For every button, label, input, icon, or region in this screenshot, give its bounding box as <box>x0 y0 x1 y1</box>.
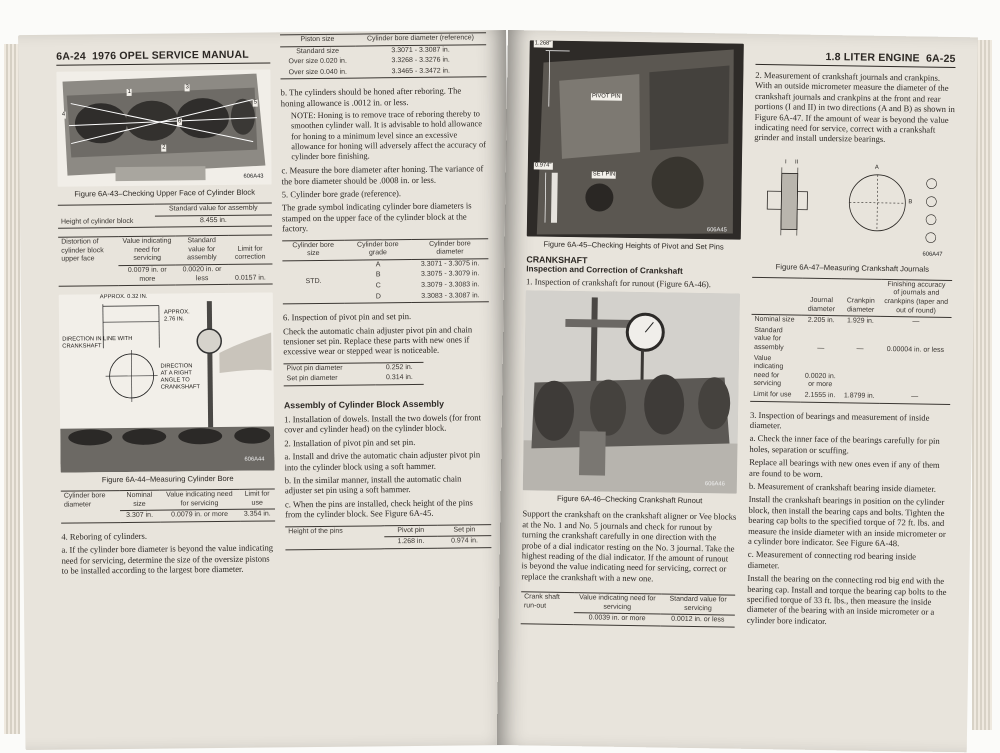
runout-header-service: Value indicating need for servicing <box>573 593 661 615</box>
crank-step-1-body: Support the crankshaft on the crankshaft aligner or Vee blocks at the No. 1 and No. 5 journals and check for runout by turning the crankshaft carefully in one direction with the probe of a dial indicator resting on the No. 3 journal. Take the highest reading of the dial indicator. If the amount of runout is beyond the value indicating need for servicing, correct or replace the crankshaft with a new one. <box>521 508 737 584</box>
pin-height-set: 0.974 in. <box>451 537 478 545</box>
journal-header-blank <box>752 277 803 315</box>
grade-size: STD. <box>305 277 322 285</box>
bore-diameter: 3.3465 - 3.3472 in. <box>391 67 451 75</box>
grade-letter: D <box>375 292 381 300</box>
crankshaft-dial-indicator-illustration <box>523 291 740 494</box>
distortion-value-standard: 0.0020 in. or less <box>182 265 222 282</box>
right-column-2 <box>747 34 956 631</box>
grade-diameter: 3.3079 - 3.3083 in. <box>421 281 480 289</box>
crankpin-value <box>840 355 880 392</box>
piston-size: Standard size <box>296 47 340 55</box>
journal-header-diameter: Journal diameter <box>802 278 841 316</box>
table-row <box>284 373 424 386</box>
figure-code: 606A47 <box>922 251 943 258</box>
journal-value: — <box>817 344 825 353</box>
label-set-pin: SET PIN <box>592 171 616 178</box>
crank-step-3b-body: Install the crankshaft bearings in position on the cylinder block, then install the bearing caps and bolts. Tighten the bearing cap bolts to the specified torque of 72 ft. lbs. and measure the inside diameter with an inside micrometer or a cylinder bore indicator. See Figure 6A-48. <box>747 494 946 549</box>
step-b: b. The cylinders should be honed after reboring. The honing allowance is .0012 in. or less. <box>280 85 462 109</box>
grade-letter: C <box>375 282 381 290</box>
left-column-2 <box>280 32 491 558</box>
assembly-step-2: 2. Installation of pivot pin and set pin. <box>284 436 416 449</box>
crank-step-3a: a. Check the inner face of the bearings carefully for pin holes, separation or scuffing. <box>749 433 940 456</box>
left-page <box>18 30 513 750</box>
bore-value-nominal: 3.307 in. <box>126 512 154 520</box>
bore-header-nominal: Nominal size <box>119 490 159 511</box>
accuracy-value: — <box>911 393 919 401</box>
bore-grade-table <box>282 238 489 305</box>
row-label: Nominal size <box>754 316 795 324</box>
piston-header-size: Piston size <box>280 34 355 46</box>
crankpin-value: 1.8799 in. <box>843 392 875 400</box>
step-4: 4. Reboring of cylinders. <box>61 530 148 542</box>
pin-height-header-pivot: Pivot pin <box>384 525 438 537</box>
pin-value: 0.252 in. <box>385 363 413 372</box>
crankpin-value: — <box>856 345 864 353</box>
crankshaft-runout-table <box>521 592 735 628</box>
callout-4: 4 <box>61 111 66 118</box>
accuracy-value <box>879 355 951 392</box>
journal-value: 2.1555 in. <box>804 391 836 400</box>
distortion-table <box>58 235 273 287</box>
label-0974: 0.974" <box>534 162 552 169</box>
journal-value: 0.0020 in. or more <box>804 372 836 389</box>
figure-6a-45-photo <box>527 40 744 239</box>
cylinder-block-top-illustration <box>56 69 271 186</box>
crankpin-header-diameter: Crankpin diameter <box>841 279 881 317</box>
right-page-header <box>755 34 955 68</box>
journal-value: 2.205 in. <box>807 316 835 325</box>
pin-height-header-set: Set pin <box>438 524 492 536</box>
page-number: 6A-25 <box>925 52 956 66</box>
distortion-header-service: Value indicating need for servicing <box>118 236 175 265</box>
crank-step-2: 2. Measurement of crankshaft journals and crankpins. With an outside micrometer measure the diameter of the crankshaft journals and crankpins at the front and rear portions (I and II) in two directions (A and B) as shown in Figure 6A-47. If the amount of wear is beyond the value indicating need for service, correct with a crankshaft grinder and install undersize bearings. <box>754 69 955 145</box>
piston-size: Over size 0.020 in. <box>288 57 347 66</box>
engine-block-pins-illustration <box>527 40 744 239</box>
bore-value-service: 0.0079 in. or more <box>171 511 229 519</box>
bore-label: Cylinder bore diameter <box>63 492 106 509</box>
label-ii: II <box>794 159 799 166</box>
step-5-body: The grade symbol indicating cylinder bore diameters is stamped on the upper face of the cylinder block at the factory. <box>281 200 472 234</box>
figure-6a-47-diagram <box>752 147 954 262</box>
bore-header-service: Value indicating need for servicing <box>159 489 239 510</box>
bore-header-limit: Limit for use <box>239 489 275 510</box>
assembly-heading: Assembly of Cylinder Block Assembly <box>283 398 444 411</box>
pin-label: Pivot pin diameter <box>286 364 343 373</box>
callout-2: 2 <box>162 144 166 151</box>
step-6-body: Check the automatic chain adjuster pivot pin and chain tensioner set pin. Replace these parts with new ones if excessive wear or stepped wear is noticeable. <box>283 323 473 357</box>
step-5: 5. Cylinder bore grade (reference). <box>281 188 402 200</box>
grade-header-diameter: Cylinder bore diameter <box>411 238 488 259</box>
height-std-value: 8.455 in. <box>199 216 227 224</box>
cylinder-block-height-table <box>58 202 272 228</box>
piston-size: Over size 0.040 in. <box>288 68 348 77</box>
cylinder-bore-table <box>61 489 275 524</box>
bore-diameter: 3.3268 - 3.3276 in. <box>391 56 450 65</box>
height-label: Height of cylinder block <box>60 217 134 226</box>
runout-value-standard: 0.0012 in. or less <box>671 616 725 624</box>
left-page-header <box>56 32 270 65</box>
figure-6a-43-photo <box>56 69 271 186</box>
crank-step-3: 3. Inspection of bearings and measurement of inside diameter. <box>749 409 930 431</box>
row-label: Limit for use <box>753 390 792 399</box>
label-b: B <box>908 199 913 206</box>
figure-code: 606A45 <box>706 227 727 234</box>
row-label: Standard value for assembly <box>753 326 784 352</box>
grade-letter: B <box>375 271 381 279</box>
bore-value-limit: 3.354 in. <box>243 510 271 519</box>
table-row <box>280 66 486 79</box>
figure-6a-47-caption: Figure 6A-47–Measuring Crankshaft Journals <box>775 262 929 274</box>
runout-value-service: 0.0039 in. or more <box>588 614 646 623</box>
crankshaft-heading: CRANKSHAFT <box>526 254 588 266</box>
left-page-edges <box>4 44 20 734</box>
right-column-1 <box>521 30 744 635</box>
label-direction-line: DIRECTION IN LINE WITH CRANKSHAFT <box>62 336 133 350</box>
bore-diameter: 3.3071 - 3.3087 in. <box>391 46 450 54</box>
pin-height-table <box>285 524 491 550</box>
pin-diameter-table <box>283 362 423 387</box>
pin-height-pivot: 1.268 in. <box>397 538 425 546</box>
right-page <box>497 30 978 752</box>
assembly-step-2a: a. Install and drive the automatic chain adjuster pivot pin into the cylinder block using a soft hammer. <box>284 449 481 472</box>
pin-label: Set pin diameter <box>286 375 338 383</box>
distortion-header-limit: Limit for correction <box>228 235 273 264</box>
table-row <box>750 353 951 393</box>
finishing-accuracy-header: Finishing accuracy of journals and crankpins (taper and out of round) <box>880 279 952 317</box>
pin-value: 0.314 in. <box>385 374 413 382</box>
figure-code: 606A43 <box>243 173 264 180</box>
row-label: Value indicating need for servicing <box>753 354 784 388</box>
grade-diameter: 3.3083 - 3.3087 in. <box>421 291 480 300</box>
accuracy-value: 0.00004 in. or less <box>886 345 945 354</box>
grade-header-size: Cylinder bore size <box>282 240 344 261</box>
piston-header-bore: Cylinder bore diameter (reference) <box>355 33 486 46</box>
piston-size-table <box>280 32 486 80</box>
callout-5: 5 <box>253 99 258 106</box>
crank-step-1: 1. Inspection of crankshaft for runout (Figure 6A-46). <box>525 276 712 290</box>
grade-diameter: 3.3075 - 3.3079 in. <box>420 270 480 279</box>
step-4a: a. If the cylinder bore diameter is beyond the value indicating need for servicing, determine the size of the oversize pistons to be installed according to the largest bore diameter. <box>61 542 274 576</box>
crankshaft-subheading: Inspection and Correction of Crankshaft <box>526 264 683 276</box>
label-1268: 1.268" <box>534 40 552 47</box>
grade-letter: A <box>375 261 381 269</box>
assembly-step-2c: c. When the pins are installed, check height of the pins from the cylinder block. See Figure 6A-45. <box>284 497 473 520</box>
accuracy-value: — <box>912 318 920 326</box>
grade-diameter: 3.3071 - 3.3075 in. <box>420 260 480 268</box>
callout-3: 3 <box>185 84 189 91</box>
crankpin-value: 1.929 in. <box>846 317 874 326</box>
label-pivot-pin: PIVOT PIN <box>591 93 621 100</box>
figure-code: 606A46 <box>704 481 725 488</box>
figure-6a-46-photo <box>523 291 740 494</box>
step-6: 6. Inspection of pivot pin and set pin. <box>282 311 412 323</box>
distortion-label: Distortion of cylinder block upper face <box>61 238 104 264</box>
runout-label: Crank shaft run-out <box>523 593 560 610</box>
pin-height-label: Height of the pins <box>288 527 343 535</box>
label-a: A <box>874 164 879 171</box>
callout-1: 1 <box>127 88 131 95</box>
distortion-value-limit: 0.0157 in. <box>234 274 266 282</box>
label-direction-right-angle: DIRECTION AT A RIGHT ANGLE TO CRANKSHAFT <box>160 363 201 391</box>
crank-step-3c: c. Measurement of connecting rod bearing inside diameter. <box>747 549 917 571</box>
height-std-header: Standard value for assembly <box>155 203 272 216</box>
label-i: I <box>784 159 787 166</box>
crank-step-3a-body: Replace all bearings with new ones even if any of them are found to be worn. <box>749 457 940 479</box>
figure-6a-44-caption: Figure 6A-44–Measuring Cylinder Bore <box>101 474 234 485</box>
label-approx-276: APPROX. 2.76 IN. <box>163 309 190 323</box>
table-row <box>751 326 951 357</box>
page-number: 6A-24 <box>56 50 86 63</box>
crank-step-3c-body: Install the bearing on the connecting rod big end with the bearing cap. Install and torque the bearing cap bolts to the specified torque of 33 ft. lbs., then measure the inside diameter of the bearing with an inside micrometer or a cylinder bore indicator. <box>746 573 947 626</box>
crankshaft-journal-diagram <box>752 147 954 262</box>
table-row <box>750 390 950 404</box>
distortion-header-standard: Standard value for assembly <box>176 236 229 265</box>
manual-title: 1976 OPEL SERVICE MANUAL <box>92 48 249 63</box>
figure-6a-43-caption: Figure 6A-43–Checking Upper Face of Cylinder Block <box>74 187 256 199</box>
grade-header-grade: Cylinder bore grade <box>344 239 412 260</box>
assembly-step-2b: b. In the similar manner, install the automatic chain adjuster set pin using a soft hammer. <box>284 473 462 496</box>
label-approx-032: APPROX. 0.32 IN. <box>99 293 148 301</box>
callout-6: 6 <box>177 118 182 125</box>
step-c: c. Measure the bore diameter after honing. The variance of the bore diameter should be .0008 in. or less. <box>281 163 484 186</box>
figure-6a-45-caption: Figure 6A-45–Checking Heights of Pivot and Set Pins <box>543 239 724 252</box>
section-title: 1.8 LITER ENGINE <box>825 50 920 65</box>
journal-table <box>750 277 952 405</box>
figure-code: 606A44 <box>244 456 265 463</box>
note-honing: NOTE: Honing is to remove trace of reboring thereby to smoothen cylinder wall. It is advisable to hold allowance for honing to a minimum level since an excessive allowance for honing will adversely affect the accuracy of cylinder bore finishing. <box>290 109 486 162</box>
runout-header-standard: Standard value for servicing <box>661 594 735 615</box>
figure-6a-44-photo <box>59 293 275 473</box>
figure-6a-46-caption: Figure 6A-46–Checking Crankshaft Runout <box>556 494 703 506</box>
left-column-1 <box>56 32 276 579</box>
assembly-step-1: 1. Installation of dowels. Install the two dowels (for front cover and cylinder head) on the cylinder block. <box>284 412 482 435</box>
distortion-value-service: 0.0079 in. or more <box>127 266 167 283</box>
crank-step-3b: b. Measurement of crankshaft bearing inside diameter. <box>748 480 937 494</box>
